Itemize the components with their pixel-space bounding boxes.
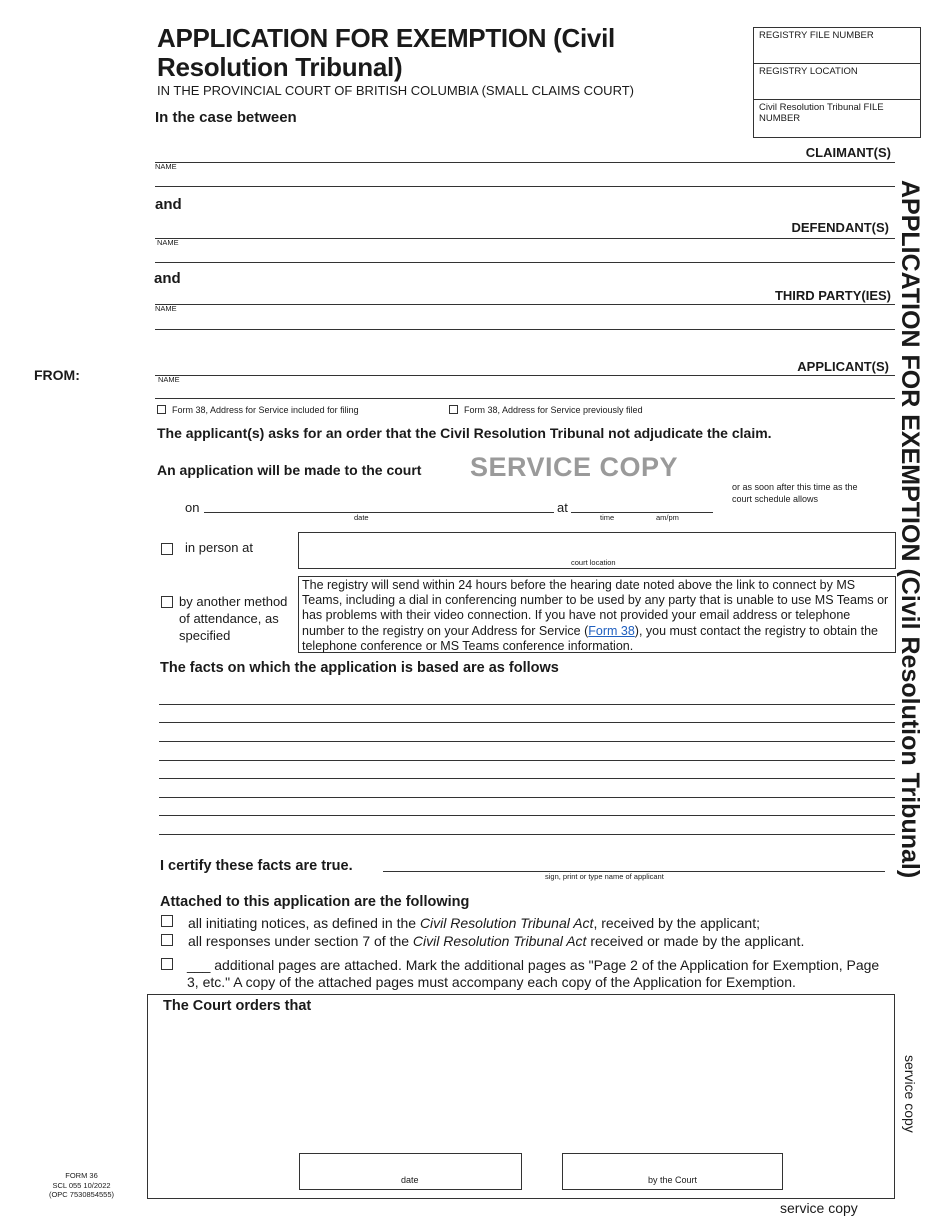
form-number: FORM 36 xyxy=(65,1171,98,1180)
facts-heading: The facts on which the application is based are as follows xyxy=(160,660,559,676)
attachments-heading: Attached to this application are the following xyxy=(160,894,470,910)
certify-text: I certify these facts are true. xyxy=(160,858,353,874)
by-the-court-caption: by the Court xyxy=(648,1175,698,1185)
claimant-label: CLAIMANT(S) xyxy=(805,145,891,160)
registry-file-number-field[interactable] xyxy=(754,28,920,64)
additional-pages-blank[interactable]: ___ xyxy=(187,957,211,973)
registry-file-number-label: REGISTRY FILE NUMBER xyxy=(759,30,874,41)
at-label: at xyxy=(557,500,568,515)
service-copy-footer: service copy xyxy=(780,1200,858,1216)
facts-line-2[interactable] xyxy=(159,722,895,723)
ms-teams-text-2: ), you must contact the registry to obtain the telephone conference or MS Teams conference information. xyxy=(302,623,878,653)
registry-box xyxy=(753,27,921,138)
attach-initiating-notices-label xyxy=(188,915,760,931)
defendant-label: DEFENDANT(S) xyxy=(791,220,889,235)
facts-line-5[interactable] xyxy=(159,778,895,779)
claimant-name-caption: NAME xyxy=(155,162,177,171)
registry-location-label: REGISTRY LOCATION xyxy=(759,66,858,77)
from-label: FROM: xyxy=(34,367,80,383)
facts-line-3[interactable] xyxy=(159,741,895,742)
third-party-name-line[interactable] xyxy=(155,304,895,305)
court-orders-heading: The Court orders that xyxy=(163,998,312,1014)
and-label-1: and xyxy=(155,196,182,213)
in-person-label: in person at xyxy=(185,540,253,555)
court-subtitle: IN THE PROVINCIAL COURT OF BRITISH COLUMBIA (SMALL CLAIMS COURT) xyxy=(157,83,634,98)
another-method-checkbox[interactable] xyxy=(161,596,173,608)
attach-item1-post: , received by the applicant; xyxy=(593,915,760,931)
applicant-name-line[interactable] xyxy=(155,375,895,376)
form-number-block xyxy=(40,1171,123,1200)
applicant-label: APPLICANT(S) xyxy=(797,359,889,374)
time-caption: time xyxy=(600,513,615,522)
court-location-field[interactable] xyxy=(298,532,896,569)
attach-item1-act: Civil Resolution Tribunal Act xyxy=(419,915,594,931)
opc-number: (OPC 7530854555) xyxy=(48,1190,115,1199)
attach-item1-pre: all initiating notices, as defined in the xyxy=(188,915,420,931)
facts-line-8[interactable] xyxy=(159,834,895,835)
attach-item2-post: received or made by the applicant. xyxy=(586,933,805,949)
and-label-2: and xyxy=(154,270,181,287)
attach-initiating-notices-checkbox[interactable] xyxy=(161,915,173,927)
crt-file-number-field[interactable] xyxy=(754,100,920,137)
form38-previously-label: Form 38, Address for Service previously filed xyxy=(464,405,643,415)
form-title: APPLICATION FOR EXEMPTION (Civil Resolution Tribunal) xyxy=(157,23,615,82)
another-method-label: by another method of attendance, as specified xyxy=(179,594,288,643)
hearing-time-field[interactable] xyxy=(571,512,713,513)
third-party-name-caption: NAME xyxy=(155,304,177,313)
applicant-name-caption: NAME xyxy=(158,375,180,384)
case-between-heading: In the case between xyxy=(155,109,297,126)
in-person-checkbox[interactable] xyxy=(161,543,173,555)
scl-number: SCL 055 10/2022 xyxy=(52,1180,111,1190)
form38-previously-checkbox[interactable] xyxy=(449,405,458,414)
court-orders-box[interactable] xyxy=(147,994,895,1199)
claimant-name-line[interactable] xyxy=(155,162,895,163)
defendant-name-line[interactable] xyxy=(155,238,895,239)
form-38-link[interactable]: Form 38 xyxy=(588,623,635,638)
attach-responses-checkbox[interactable] xyxy=(161,934,173,946)
hearing-date-field[interactable] xyxy=(204,512,554,513)
vertical-service-copy: service copy xyxy=(902,1055,918,1133)
by-the-court-field[interactable] xyxy=(562,1153,783,1190)
applicant-name-line-2[interactable] xyxy=(155,398,895,399)
service-copy-watermark: SERVICE COPY xyxy=(470,452,679,482)
registry-location-field[interactable] xyxy=(754,64,920,100)
attach-responses-label xyxy=(188,933,804,949)
attach-item2-pre: all responses under section 7 of the xyxy=(188,933,413,949)
court-order-date-field[interactable] xyxy=(299,1153,522,1190)
court-order-date-caption: date xyxy=(401,1175,419,1185)
form38-included-checkbox[interactable] xyxy=(157,405,166,414)
ampm-caption: am/pm xyxy=(656,513,679,522)
ms-teams-text-1: The registry will send within 24 hours before the hearing date noted above the link to connect by MS Teams, including a dial in conferencing number to be used by any party that is unable to use MS Teams or has problems with their video connection. If you have not provided your email address or telephone number to the registry on your Address for Service ( xyxy=(302,578,889,638)
schedule-note: or as soon after this time as the court schedule allows xyxy=(732,482,858,504)
third-party-label: THIRD PARTY(IES) xyxy=(774,288,891,303)
form38-included-label: Form 38, Address for Service included for filing xyxy=(172,405,359,415)
crt-file-number-label: Civil Resolution Tribunal FILE NUMBER xyxy=(759,102,884,124)
facts-line-6[interactable] xyxy=(159,797,895,798)
on-label: on xyxy=(185,500,200,515)
signature-caption: sign, print or type name of applicant xyxy=(545,872,664,881)
ms-teams-info-box xyxy=(298,576,896,653)
attach-item2-act: Civil Resolution Tribunal Act xyxy=(412,933,587,949)
date-caption: date xyxy=(354,513,369,522)
attach-item3-text: additional pages are attached. Mark the additional pages as "Page 2 of the Application for Exemption, Page 3, etc." A copy of the attached pages must accompany each copy of the Application for Exemption. xyxy=(187,957,880,990)
attach-additional-pages-label xyxy=(187,957,892,991)
vertical-form-title: APPLICATION FOR EXEMPTION (Civil Resolution Tribunal) xyxy=(896,180,924,879)
order-request-text: The applicant(s) asks for an order that the Civil Resolution Tribunal not adjudicate the claim. xyxy=(157,425,772,441)
facts-line-1[interactable] xyxy=(159,704,895,705)
court-location-caption: court location xyxy=(571,558,616,567)
third-party-name-line-2[interactable] xyxy=(155,329,895,330)
facts-line-7[interactable] xyxy=(159,815,895,816)
claimant-name-line-2[interactable] xyxy=(155,186,895,187)
facts-line-4[interactable] xyxy=(159,760,895,761)
defendant-name-line-2[interactable] xyxy=(155,262,895,263)
attach-additional-pages-checkbox[interactable] xyxy=(161,958,173,970)
application-made-heading: An application will be made to the court xyxy=(157,462,422,478)
defendant-name-caption: NAME xyxy=(157,238,179,247)
